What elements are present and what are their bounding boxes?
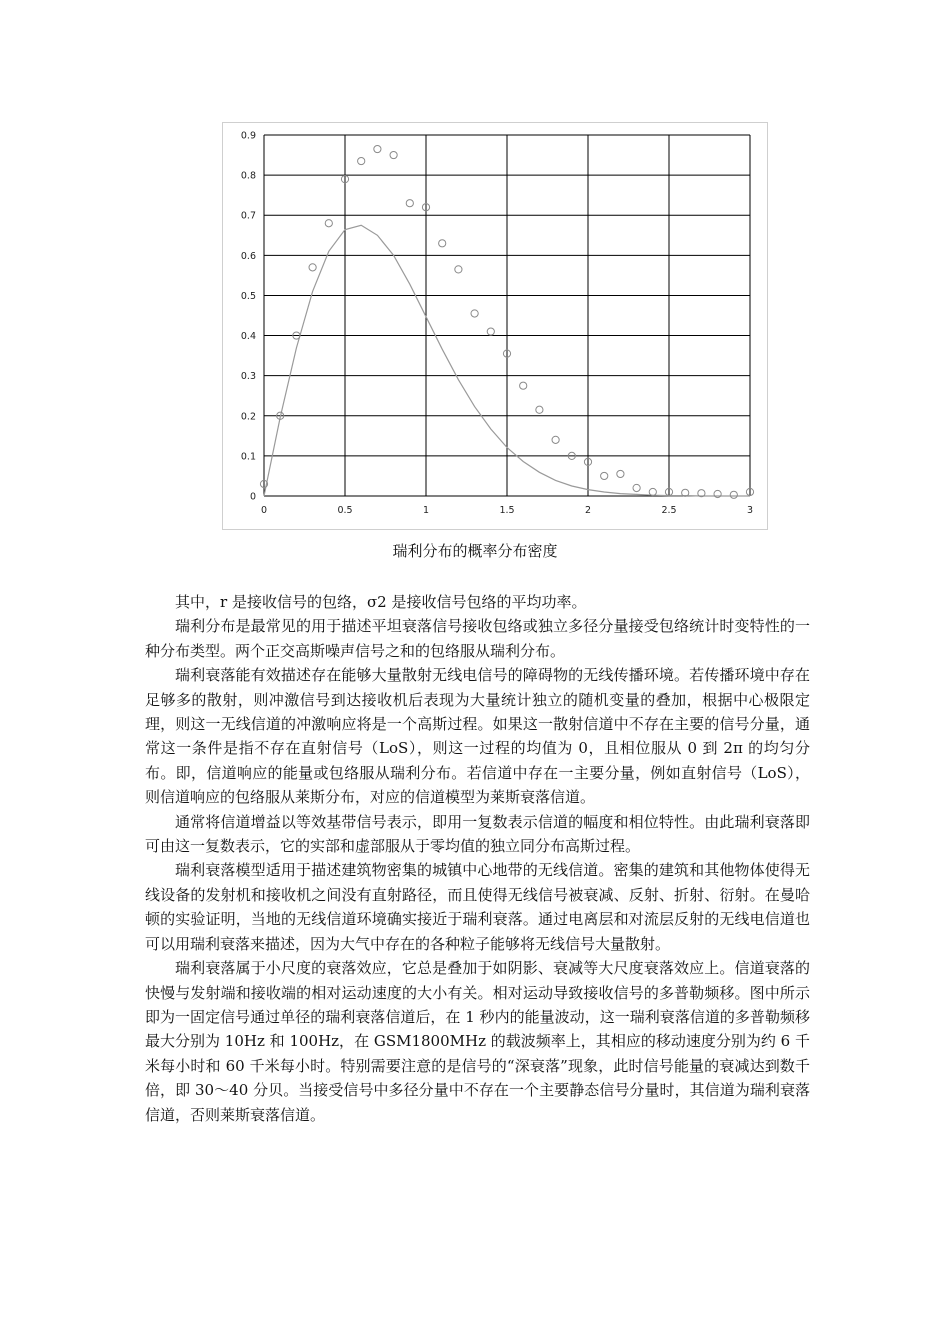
paragraph: 瑞利衰落属于小尺度的衰落效应，它总是叠加于如阴影、衰减等大尺度衰落效应上。信道衰落的快慢与发射端和接收端的相对运动速度的大小有关。相对运动导致接收信号的多普勒频移。图中所示即为一固定信号通过单径的瑞利衰落信道后，在 1 秒内的能量波动，这一瑞利衰落信道的多普勒频移最大分别为 10Hz 和 100Hz，在 GSM1800MHz 的载波频率上，其相应的移动速度分别为约 6 千米每小时和 60 千米每小时。特别需要注意的是信号的“深衰落”现象，此时信号能量的衰减达到数千倍，即 30～40 分贝。当接受信号中多径分量中不存在一个主要静态信号分量时，其信道为瑞利衰落信道，否则莱斯衰落信道。 [145, 959, 810, 1124]
sample-point [730, 491, 737, 498]
y-tick-label: 0 [249, 491, 256, 503]
y-tick-label: 0.4 [240, 331, 256, 343]
sample-point [406, 200, 413, 207]
x-tick-label: 0.5 [337, 505, 353, 516]
sample-point [439, 240, 446, 247]
sample-point [358, 157, 365, 164]
sample-point [633, 484, 640, 491]
paragraph: 瑞利衰落能有效描述存在能够大量散射无线电信号的障碍物的无线传播环境。若传播环境中存在足够多的散射，则冲激信号到达接收机后表现为大量统计独立的随机变量的叠加，根据中心极限定理，则这一无线信道的冲激响应将是一个高斯过程。如果这一散射信道中不存在主要的信号分量，通常这一条件是指不存在直射信号（LoS），则这一过程的均值为 0，且相位服从 0 到 2π 的均匀分布。即，信道响应的能量或包络服从瑞利分布。若信道中存在一主要分量，例如直射信号（LoS），则信道响应的包络服从莱斯分布，对应的信道模型为莱斯衰落信道。 [145, 666, 810, 807]
sample-point [487, 328, 494, 335]
paragraph: 瑞利衰落模型适用于描述建筑物密集的城镇中心地带的无线信道。密集的建筑和其他物体使得无线设备的发射机和接收机之间没有直射路径，而且使得无线信号被衰减、反射、折射、衍射。在曼哈顿的实验证明，当地的无线信道环境确实接近于瑞利衰落。通过电离层和对流层反射的无线电信道也可以用瑞利衰落来描述，因为大气中存在的各种粒子能够将无线信号大量散射。 [145, 861, 810, 953]
rayleigh-pdf-chart [223, 123, 769, 531]
x-tick-label: 1.5 [499, 505, 515, 516]
x-tick-label: 1 [422, 505, 430, 516]
y-tick-label: 0.8 [240, 170, 256, 182]
y-tick-label: 0.7 [240, 210, 256, 222]
sample-point [601, 472, 608, 479]
sample-point [471, 310, 478, 317]
paragraph: 通常将信道增益以等效基带信号表示，即用一复数表示信道的幅度和相位特性。由此瑞利衰落即可由这一复数表示，它的实部和虚部服从于零均值的独立同分布高斯过程。 [145, 812, 810, 856]
sample-point [390, 151, 397, 158]
sample-point [536, 406, 543, 413]
paragraph: 瑞利分布是最常见的用于描述平坦衰落信号接收包络或独立多径分量接受包络统计时变特性的一种分布类型。两个正交高斯噪声信号之和的包络服从瑞利分布。 [145, 617, 810, 660]
sample-point [552, 436, 559, 443]
y-tick-label: 0.2 [240, 411, 256, 423]
sample-point [374, 145, 381, 152]
rayleigh-pdf-figure [222, 122, 768, 530]
y-tick-label: 0.6 [240, 250, 256, 262]
sample-point [325, 220, 332, 227]
sample-point [520, 382, 527, 389]
y-tick-label: 0.3 [240, 371, 256, 383]
x-tick-label: 2.5 [661, 505, 677, 516]
sample-point [617, 470, 624, 477]
paragraph: 其中，r 是接收信号的包络，σ2 是接收信号包络的平均功率。 [175, 593, 587, 611]
x-tick-label: 3 [746, 505, 754, 516]
sample-point [455, 266, 462, 273]
sample-point [649, 488, 656, 495]
figure-caption: 瑞利分布的概率分布密度 [392, 542, 558, 560]
x-tick-label: 0 [260, 505, 268, 516]
body-text [145, 590, 810, 1127]
y-tick-label: 0.5 [240, 290, 256, 302]
y-tick-label: 0.1 [240, 451, 256, 463]
x-tick-label: 2 [584, 505, 592, 516]
y-tick-label: 0.9 [240, 130, 256, 142]
sample-point [309, 264, 316, 271]
